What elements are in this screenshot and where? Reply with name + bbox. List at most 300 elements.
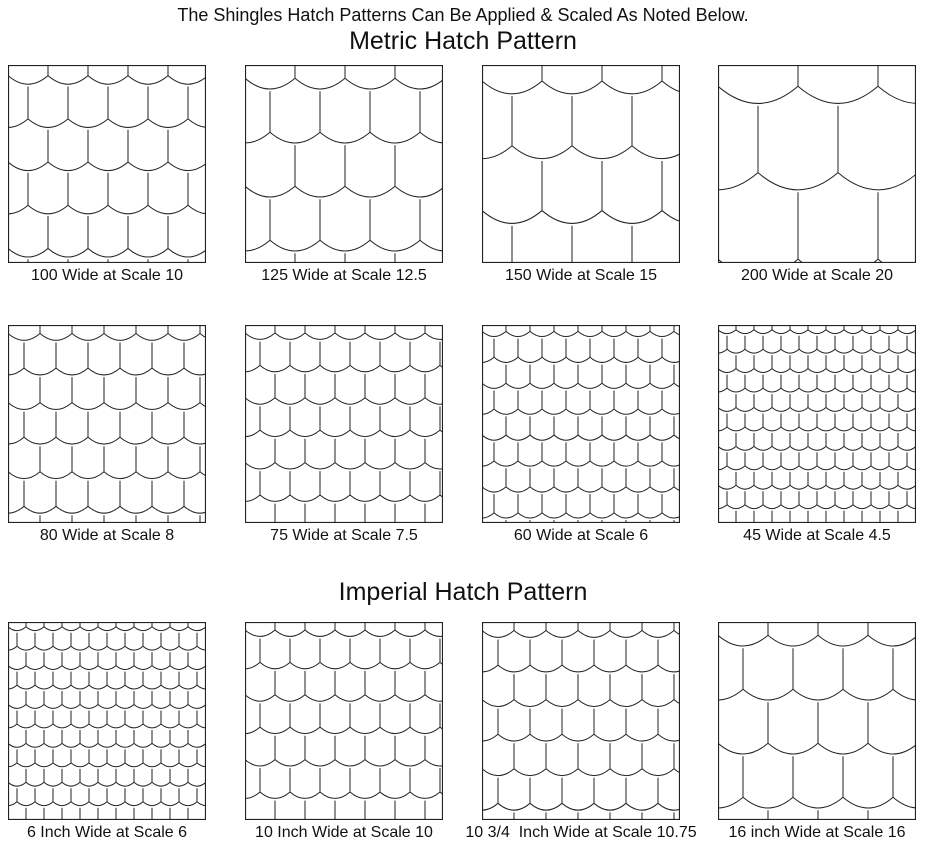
- shingle-edge: [907, 388, 916, 392]
- shingle-edge: [143, 685, 161, 689]
- shingle-edge: [98, 782, 116, 786]
- shingle-courses: [718, 325, 916, 523]
- shingle-edge: [817, 349, 835, 353]
- imperial-swatch: [8, 622, 206, 841]
- shingle-edge: [143, 763, 161, 767]
- shingle-edge: [8, 666, 26, 670]
- shingle-edge: [907, 505, 916, 509]
- shingle-edge: [8, 248, 48, 257]
- shingle-edge: [260, 662, 290, 668]
- shingle-edge: [320, 662, 350, 668]
- shingle-edge: [514, 631, 546, 638]
- shingle-edge: [889, 466, 907, 470]
- shingle-edge: [8, 472, 40, 479]
- shingle-edge: [835, 349, 853, 353]
- shingle-edge: [170, 743, 188, 747]
- shingle-edge: [395, 333, 425, 339]
- shingle-edge: [566, 513, 590, 518]
- shingle-edge: [893, 797, 916, 808]
- shingle-edge: [350, 430, 380, 436]
- shingle-edge: [772, 330, 790, 334]
- shingle-edge: [161, 685, 179, 689]
- swatch-caption: 150 Wide at Scale 15: [504, 267, 658, 284]
- shingle-edge: [71, 802, 89, 806]
- shingle-edge: [89, 724, 107, 728]
- shingle-edge: [898, 369, 916, 373]
- shingle-edge: [614, 513, 638, 518]
- shingle-hatch-pattern: [245, 325, 443, 523]
- shingle-edge: [275, 398, 305, 404]
- shingle-edge: [799, 427, 817, 431]
- shingle-edge: [494, 461, 518, 466]
- shingle-edge: [8, 627, 26, 631]
- shingle-edge: [614, 357, 638, 362]
- shingle-edge: [290, 430, 320, 436]
- shingle-edge: [345, 78, 395, 89]
- shingle-edge: [843, 797, 893, 808]
- shingle-edge: [89, 763, 107, 767]
- shingle-edge: [610, 700, 642, 707]
- shingle-edge: [8, 705, 26, 709]
- shingle-edge: [530, 383, 554, 388]
- shingle-edge: [482, 81, 542, 94]
- shingle-edge: [260, 365, 290, 371]
- shingle-edge: [335, 463, 365, 469]
- shingle-edge: [562, 734, 594, 741]
- shingle-edge: [420, 240, 443, 251]
- shingle-edge: [745, 349, 763, 353]
- shingle-edge: [72, 403, 104, 410]
- shingle-edge: [197, 724, 206, 728]
- swatch-frame: [246, 326, 443, 523]
- shingle-edge: [26, 666, 44, 670]
- shingle-edge: [188, 627, 206, 631]
- shingle-edge: [320, 365, 350, 371]
- shingle-edge: [632, 146, 680, 159]
- shingle-edge: [104, 403, 136, 410]
- shingle-edge: [642, 631, 674, 638]
- shingle-edge: [44, 743, 62, 747]
- swatch-caption: 80 Wide at Scale 8: [39, 527, 175, 544]
- shingle-edge: [8, 782, 26, 786]
- shingle-edge: [638, 357, 662, 362]
- shingle-edge: [245, 662, 260, 668]
- shingle-edge: [781, 349, 799, 353]
- shingle-edge: [170, 666, 188, 670]
- metric-section-title: Metric Hatch Pattern: [349, 27, 577, 55]
- shingle-edge: [610, 631, 642, 638]
- shingle-edge: [179, 685, 197, 689]
- shingle-edge: [658, 734, 680, 741]
- shingle-hatch-pattern: [8, 622, 206, 820]
- shingle-edge: [26, 782, 44, 786]
- shingle-edge: [8, 646, 17, 650]
- shingle-edge: [546, 769, 578, 776]
- shingle-edge: [197, 802, 206, 806]
- shingle-edge: [56, 437, 88, 444]
- shingle-edge: [626, 803, 658, 810]
- shingle-edge: [290, 662, 320, 668]
- shingle-edge: [482, 487, 506, 492]
- shingle-edge: [518, 461, 542, 466]
- shingle-edge: [8, 802, 17, 806]
- imperial-swatch: [245, 622, 443, 841]
- shingle-edge: [626, 383, 650, 388]
- shingle-edge: [763, 349, 781, 353]
- metric-swatch: [245, 65, 443, 284]
- shingle-edge: [80, 743, 98, 747]
- shingle-edge: [566, 409, 590, 414]
- swatch-caption: 125 Wide at Scale 12.5: [261, 267, 427, 284]
- shingle-edge: [498, 665, 530, 672]
- shingle-edge: [125, 763, 143, 767]
- shingle-edge: [768, 743, 818, 754]
- shingle-edge: [425, 630, 443, 636]
- swatch-caption: 200 Wide at Scale 20: [740, 267, 894, 284]
- shingle-edge: [898, 485, 916, 489]
- shingle-edge: [245, 760, 275, 766]
- shingle-edge: [763, 427, 781, 431]
- shingle-edge: [148, 205, 188, 214]
- shingle-edge: [799, 505, 817, 509]
- shingle-edge: [843, 689, 893, 700]
- shingle-edge: [844, 485, 862, 489]
- shingle-edge: [638, 461, 662, 466]
- shingle-edge: [184, 506, 206, 513]
- shingle-edge: [578, 331, 602, 336]
- shingle-edge: [8, 119, 28, 128]
- shingle-edge: [808, 369, 826, 373]
- shingle-edge: [44, 782, 62, 786]
- shingle-edge: [572, 146, 632, 159]
- shingle-edge: [638, 409, 662, 414]
- shingle-edge: [44, 705, 62, 709]
- shingle-edge: [152, 666, 170, 670]
- shingle-edge: [530, 331, 554, 336]
- shingle-edge: [168, 162, 206, 171]
- shingle-edge: [188, 119, 206, 128]
- shingle-edge: [125, 685, 143, 689]
- swatch-caption: 60 Wide at Scale 6: [513, 527, 649, 544]
- shingle-edge: [514, 700, 546, 707]
- shingle-edge: [17, 763, 35, 767]
- shingle-edge: [136, 403, 168, 410]
- shingle-edge: [170, 705, 188, 709]
- shingle-edge: [370, 240, 420, 251]
- shingle-edge: [188, 705, 206, 709]
- shingle-edge: [8, 763, 17, 767]
- shingle-edge: [871, 349, 889, 353]
- shingle-edge: [826, 369, 844, 373]
- shingle-edge: [754, 485, 772, 489]
- shingle-edge: [871, 466, 889, 470]
- shingle-edge: [506, 435, 530, 440]
- shingle-edge: [853, 388, 871, 392]
- shingle-edge: [718, 635, 768, 646]
- shingle-edge: [482, 769, 514, 776]
- shingle-edge: [107, 802, 125, 806]
- shingle-edge: [826, 485, 844, 489]
- shingle-edge: [136, 472, 168, 479]
- shingle-edge: [335, 695, 365, 701]
- shingle-edge: [853, 349, 871, 353]
- shingle-edge: [736, 408, 754, 412]
- shingle-edge: [727, 466, 745, 470]
- shingle-edge: [161, 646, 179, 650]
- shingle-edge: [380, 792, 410, 798]
- shingle-edge: [35, 646, 53, 650]
- shingle-edge: [871, 388, 889, 392]
- shingle-hatch-pattern: [718, 622, 916, 820]
- shingle-edge: [143, 646, 161, 650]
- shingle-edge: [566, 461, 590, 466]
- shingle-edge: [594, 734, 626, 741]
- shingle-edge: [245, 240, 270, 251]
- shingle-edge: [425, 398, 443, 404]
- shingle-edge: [72, 334, 104, 341]
- shingle-edge: [743, 797, 793, 808]
- shingle-edge: [530, 734, 562, 741]
- shingle-edge: [494, 357, 518, 362]
- shingle-edge: [578, 631, 610, 638]
- shingle-edge: [907, 427, 916, 431]
- shingle-edge: [125, 802, 143, 806]
- shingle-edge: [718, 466, 727, 470]
- shingle-edge: [98, 666, 116, 670]
- shingle-edge: [335, 398, 365, 404]
- shingle-edge: [48, 76, 88, 85]
- shingle-edge: [718, 408, 736, 412]
- shingle-edge: [754, 408, 772, 412]
- shingle-edge: [290, 495, 320, 501]
- shingle-edge: [48, 248, 88, 257]
- shingle-edge: [718, 330, 736, 334]
- shingle-edge: [425, 333, 443, 339]
- shingle-edge: [116, 782, 134, 786]
- shingle-edge: [718, 743, 768, 754]
- shingle-edge: [188, 666, 206, 670]
- shingle-edge: [197, 763, 206, 767]
- shingle-edge: [880, 369, 898, 373]
- shingle-edge: [104, 472, 136, 479]
- swatch-caption: 75 Wide at Scale 7.5: [270, 527, 418, 544]
- shingle-edge: [290, 792, 320, 798]
- shingle-edge: [602, 331, 626, 336]
- shingle-edge: [44, 666, 62, 670]
- shingle-edge: [245, 333, 275, 339]
- shingle-edge: [482, 146, 512, 159]
- shingle-edge: [718, 505, 727, 509]
- shingle-edge: [275, 630, 305, 636]
- metric-swatch: [245, 325, 443, 544]
- shingle-edge: [772, 369, 790, 373]
- shingle-edge: [718, 388, 727, 392]
- shingle-edge: [260, 792, 290, 798]
- shingle-edge: [245, 792, 260, 798]
- shingle-edge: [53, 724, 71, 728]
- shingle-edge: [320, 132, 370, 143]
- shingle-edge: [542, 409, 566, 414]
- shingle-edge: [790, 446, 808, 450]
- shingle-edge: [763, 466, 781, 470]
- shingle-edge: [425, 695, 443, 701]
- shingle-edge: [168, 76, 206, 85]
- shingle-courses: [245, 65, 443, 263]
- shingle-edge: [798, 86, 878, 103]
- shingle-edge: [542, 211, 602, 224]
- shingle-edge: [590, 409, 614, 414]
- metric-swatch: [718, 65, 916, 284]
- swatch-frame: [719, 623, 916, 820]
- shingle-edge: [48, 162, 88, 171]
- metric-swatch: [8, 325, 206, 544]
- swatch-frame: [246, 623, 443, 820]
- shingle-edge: [898, 408, 916, 412]
- shingle-edge: [345, 186, 395, 197]
- shingle-edge: [835, 466, 853, 470]
- shingle-edge: [425, 760, 443, 766]
- metric-swatch: [482, 325, 680, 544]
- shingle-edge: [134, 705, 152, 709]
- shingle-edge: [880, 408, 898, 412]
- shingle-edge: [790, 408, 808, 412]
- shingle-courses: [718, 622, 916, 820]
- shingle-edge: [8, 205, 28, 214]
- shingle-edge: [53, 685, 71, 689]
- shingle-edge: [170, 782, 188, 786]
- shingle-courses: [8, 325, 206, 523]
- shingle-edge: [28, 205, 68, 214]
- shingle-edge: [614, 409, 638, 414]
- shingle-edge: [745, 466, 763, 470]
- shingle-edge: [808, 408, 826, 412]
- shingle-edge: [320, 495, 350, 501]
- shingle-edge: [116, 627, 134, 631]
- shingle-edge: [862, 408, 880, 412]
- shingle-edge: [152, 368, 184, 375]
- shingle-edge: [184, 437, 206, 444]
- shingle-edge: [772, 408, 790, 412]
- shingle-edge: [817, 388, 835, 392]
- shingle-edge: [148, 119, 188, 128]
- shingle-edge: [26, 743, 44, 747]
- shingle-edge: [275, 463, 305, 469]
- shingle-edge: [197, 685, 206, 689]
- shingle-edge: [554, 331, 578, 336]
- shingle-edge: [62, 627, 80, 631]
- shingle-edge: [161, 763, 179, 767]
- shingle-edge: [662, 211, 680, 224]
- shingle-edge: [546, 631, 578, 638]
- shingle-edge: [305, 760, 335, 766]
- shingle-edge: [530, 665, 562, 672]
- shingle-edge: [498, 803, 530, 810]
- shingle-edge: [626, 665, 658, 672]
- shingle-edge: [880, 485, 898, 489]
- shingle-edge: [24, 506, 56, 513]
- shingle-courses: [482, 325, 680, 523]
- shingle-edge: [893, 689, 916, 700]
- shingle-edge: [380, 495, 410, 501]
- shingle-edge: [898, 330, 916, 334]
- shingle-edge: [781, 505, 799, 509]
- shingle-edge: [26, 627, 44, 631]
- shingle-edge: [8, 724, 17, 728]
- shingle-edge: [650, 487, 674, 492]
- shingle-edge: [179, 802, 197, 806]
- shingle-edge: [88, 248, 128, 257]
- shingle-edge: [835, 388, 853, 392]
- shingle-edge: [781, 466, 799, 470]
- shingle-edge: [245, 78, 295, 89]
- shingle-edge: [745, 505, 763, 509]
- shingle-edge: [108, 119, 148, 128]
- shingle-edge: [179, 724, 197, 728]
- shingle-edge: [260, 430, 290, 436]
- shingle-edge: [482, 357, 494, 362]
- shingle-edge: [494, 513, 518, 518]
- shingle-edge: [245, 132, 270, 143]
- shingle-edge: [602, 211, 662, 224]
- shingle-edge: [799, 388, 817, 392]
- shingle-edge: [425, 463, 443, 469]
- shingle-edge: [727, 505, 745, 509]
- shingle-edge: [62, 666, 80, 670]
- shingle-edge: [35, 763, 53, 767]
- shingle-edge: [184, 368, 206, 375]
- shingle-hatch-pattern: [718, 325, 916, 523]
- shingle-edge: [610, 769, 642, 776]
- shingle-edge: [594, 665, 626, 672]
- shingle-edge: [868, 743, 916, 754]
- swatch-caption: 100 Wide at Scale 10: [30, 267, 184, 284]
- shingle-edge: [808, 485, 826, 489]
- shingle-edge: [290, 727, 320, 733]
- shingle-edge: [498, 734, 530, 741]
- shingle-edge: [878, 86, 916, 103]
- shingle-edge: [736, 330, 754, 334]
- shingle-edge: [8, 506, 24, 513]
- shingle-edge: [71, 685, 89, 689]
- shingle-edge: [197, 646, 206, 650]
- shingle-edge: [542, 357, 566, 362]
- shingle-edge: [295, 78, 345, 89]
- shingle-edge: [168, 248, 206, 257]
- shingle-edge: [98, 627, 116, 631]
- shingle-edge: [395, 630, 425, 636]
- shingle-edge: [136, 334, 168, 341]
- shingle-edge: [718, 86, 798, 103]
- shingle-edge: [781, 427, 799, 431]
- shingle-edge: [270, 132, 320, 143]
- shingle-edge: [602, 81, 662, 94]
- shingle-edge: [350, 727, 380, 733]
- shingle-edge: [578, 487, 602, 492]
- shingle-edge: [410, 430, 440, 436]
- shingle-edge: [17, 724, 35, 728]
- shingle-edge: [305, 333, 335, 339]
- shingle-edge: [818, 743, 868, 754]
- swatch-frame: [483, 623, 680, 820]
- shingle-edge: [71, 646, 89, 650]
- shingle-edge: [844, 330, 862, 334]
- shingle-edge: [134, 627, 152, 631]
- swatch-frame: [719, 66, 916, 263]
- metric-swatch: [8, 65, 206, 284]
- shingle-edge: [56, 506, 88, 513]
- shingle-edge: [530, 487, 554, 492]
- shingle-hatch-pattern: [482, 325, 680, 523]
